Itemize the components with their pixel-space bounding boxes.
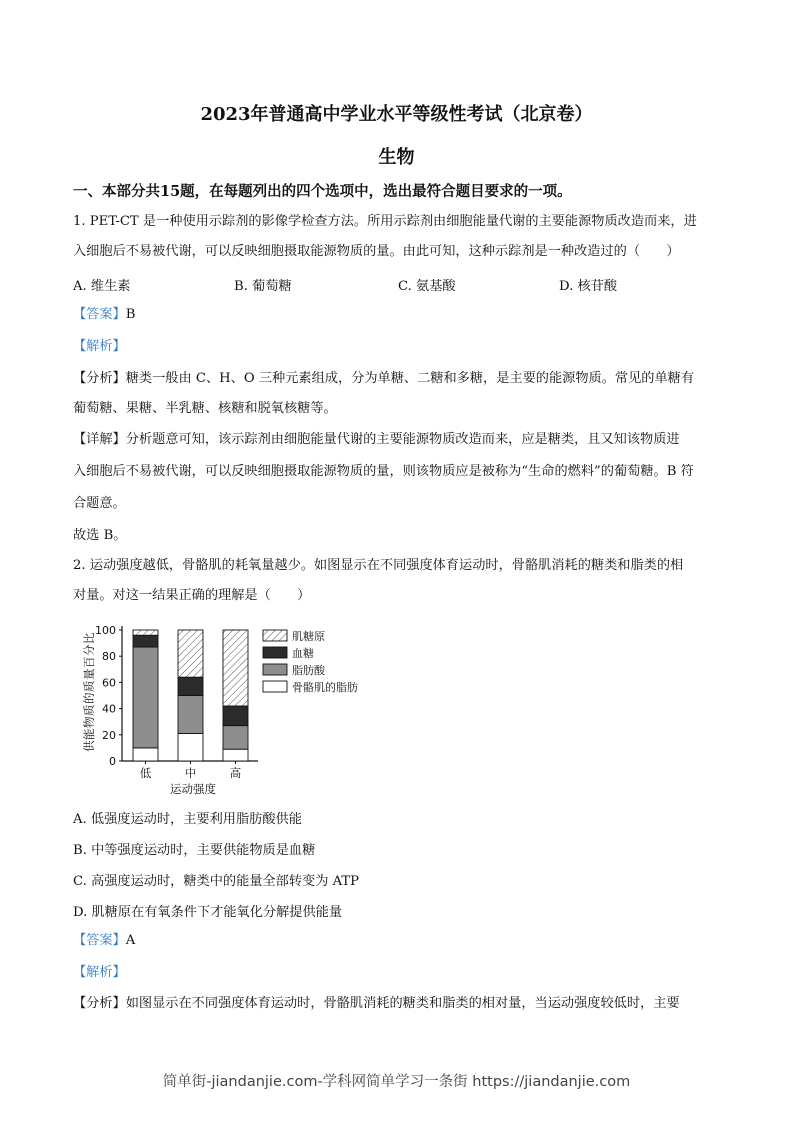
q2-option-d: D. 肌糖原在有氧条件下才能氧化分解提供能量 bbox=[73, 905, 343, 920]
y-tick-label: 40 bbox=[102, 702, 116, 716]
x-tick-label: 低 bbox=[139, 766, 152, 780]
bar-segment bbox=[133, 635, 158, 647]
q1-option-b: B. 葡萄糖 bbox=[234, 279, 292, 294]
y-tick-label: 60 bbox=[102, 676, 116, 690]
fenxi-tag: 【分析】 bbox=[73, 996, 126, 1011]
y-tick-label: 80 bbox=[102, 650, 116, 664]
q1-option-c: C. 氨基酸 bbox=[398, 279, 456, 294]
answer-value: B bbox=[125, 307, 136, 322]
subject-heading: 生物 bbox=[378, 147, 415, 168]
q1-stem-line2: 入细胞后不易被代谢，可以反映细胞摄取能源物质的量。由此可知，这种示踪剂是一种改造过的（ ） bbox=[73, 244, 680, 259]
bar-segment bbox=[223, 726, 248, 750]
q2-option-b: B. 中等强度运动时，主要供能物质是血糖 bbox=[73, 843, 316, 858]
q2-stem-line2: 对量。对这一结果正确的理解是（ ） bbox=[73, 588, 311, 603]
q2-fenxi-line1 bbox=[73, 994, 680, 1014]
x-axis-label: 运动强度 bbox=[170, 782, 216, 796]
q1-option-a: A. 维生素 bbox=[73, 279, 131, 294]
q1-conclusion: 故选 B。 bbox=[73, 528, 127, 543]
bar-segment bbox=[178, 630, 203, 677]
y-tick-labels bbox=[95, 624, 116, 768]
fenxi-text: 糖类一般由 C、H、O 三种元素组成，分为单糖、二糖和多糖，是主要的能源物质。常见的单糖有 bbox=[125, 371, 695, 386]
q1-xiangjie-line3: 合题意。 bbox=[73, 496, 126, 511]
legend-swatch bbox=[263, 664, 287, 675]
q1-xiangjie-line1 bbox=[73, 430, 680, 450]
legend-swatch bbox=[263, 647, 287, 658]
x-tick-labels bbox=[140, 766, 242, 780]
y-tick-label: 20 bbox=[102, 728, 116, 742]
page-footer: 简单街-jiandanjie.com-学科网简单学习一条街 https://jiandanjie.com bbox=[162, 1074, 631, 1090]
q1-answer bbox=[73, 305, 135, 325]
q1-fenxi-line1 bbox=[73, 369, 694, 389]
section-heading: 一、本部分共15题，在每题列出的四个选项中，选出最符合题目要求的一项。 bbox=[73, 183, 572, 200]
y-tick-label: 0 bbox=[109, 755, 116, 768]
xiangjie-text: 分析题意可知，该示踪剂由细胞能量代谢的主要能源物质改造而来，应是糖类，且又知该物质进 bbox=[125, 432, 680, 447]
legend-label: 血糖 bbox=[292, 647, 314, 660]
bar-segment bbox=[133, 630, 158, 635]
legend-swatch bbox=[263, 681, 287, 692]
bar-segment bbox=[178, 733, 203, 761]
q1-stem-line1: 1. PET-CT 是一种使用示踪剂的影像学检查方法。所用示踪剂由细胞能量代谢的主要能源物质改造而来，进 bbox=[73, 214, 697, 229]
q2-option-c: C. 高强度运动时，糖类中的能量全部转变为 ATP bbox=[73, 874, 360, 889]
y-axis-label: 供能物质的质量百分比 bbox=[82, 632, 96, 752]
bar-segment bbox=[178, 677, 203, 695]
stacked-bar-chart bbox=[75, 618, 385, 800]
q2-stem-line1: 2. 运动强度越低，骨骼肌的耗氧量越少。如图显示在不同强度体育运动时，骨骼肌消耗的糖类和脂类的相 bbox=[73, 558, 684, 573]
bar-segment bbox=[178, 696, 203, 734]
chart-bars bbox=[133, 630, 248, 761]
page-title: 2023年普通高中学业水平等级性考试（北京卷） bbox=[200, 104, 593, 125]
q2-analysis-tag: 【解析】 bbox=[73, 965, 126, 980]
q1-fenxi-line2: 葡萄糖、果糖、半乳糖、核糖和脱氧核糖等。 bbox=[73, 401, 337, 416]
chart-legend bbox=[263, 629, 358, 694]
legend-label: 肌糖原 bbox=[292, 630, 325, 643]
fenxi-tag: 【分析】 bbox=[73, 371, 126, 386]
xiangjie-tag: 【详解】 bbox=[73, 432, 126, 447]
y-tick-label: 100 bbox=[95, 624, 116, 637]
bar-segment bbox=[133, 748, 158, 761]
x-tick-label: 高 bbox=[229, 766, 242, 780]
bar-segment bbox=[223, 749, 248, 761]
bar-segment bbox=[223, 706, 248, 726]
bar-segment bbox=[133, 647, 158, 748]
q2-answer bbox=[73, 931, 135, 951]
legend-label: 脂肪酸 bbox=[292, 664, 325, 677]
bar-segment bbox=[223, 630, 248, 706]
q1-xiangjie-line2: 入细胞后不易被代谢，可以反映细胞摄取能源物质的量，则该物质应是被称为“生命的燃料”的葡萄糖。B 符 bbox=[73, 464, 694, 479]
answer-tag: 【答案】 bbox=[73, 933, 126, 948]
fenxi-text: 如图显示在不同强度体育运动时，骨骼肌消耗的糖类和脂类的相对量，当运动强度较低时，主要 bbox=[125, 996, 680, 1011]
q1-analysis-tag: 【解析】 bbox=[73, 339, 126, 354]
legend-label: 骨骼肌的脂肪 bbox=[292, 681, 358, 694]
answer-value: A bbox=[125, 933, 136, 948]
q2-option-a: A. 低强度运动时，主要利用脂肪酸供能 bbox=[73, 812, 302, 827]
x-tick-label: 中 bbox=[184, 766, 197, 780]
q1-option-d: D. 核苷酸 bbox=[559, 279, 618, 294]
legend-swatch bbox=[263, 630, 287, 641]
answer-tag: 【答案】 bbox=[73, 307, 126, 322]
